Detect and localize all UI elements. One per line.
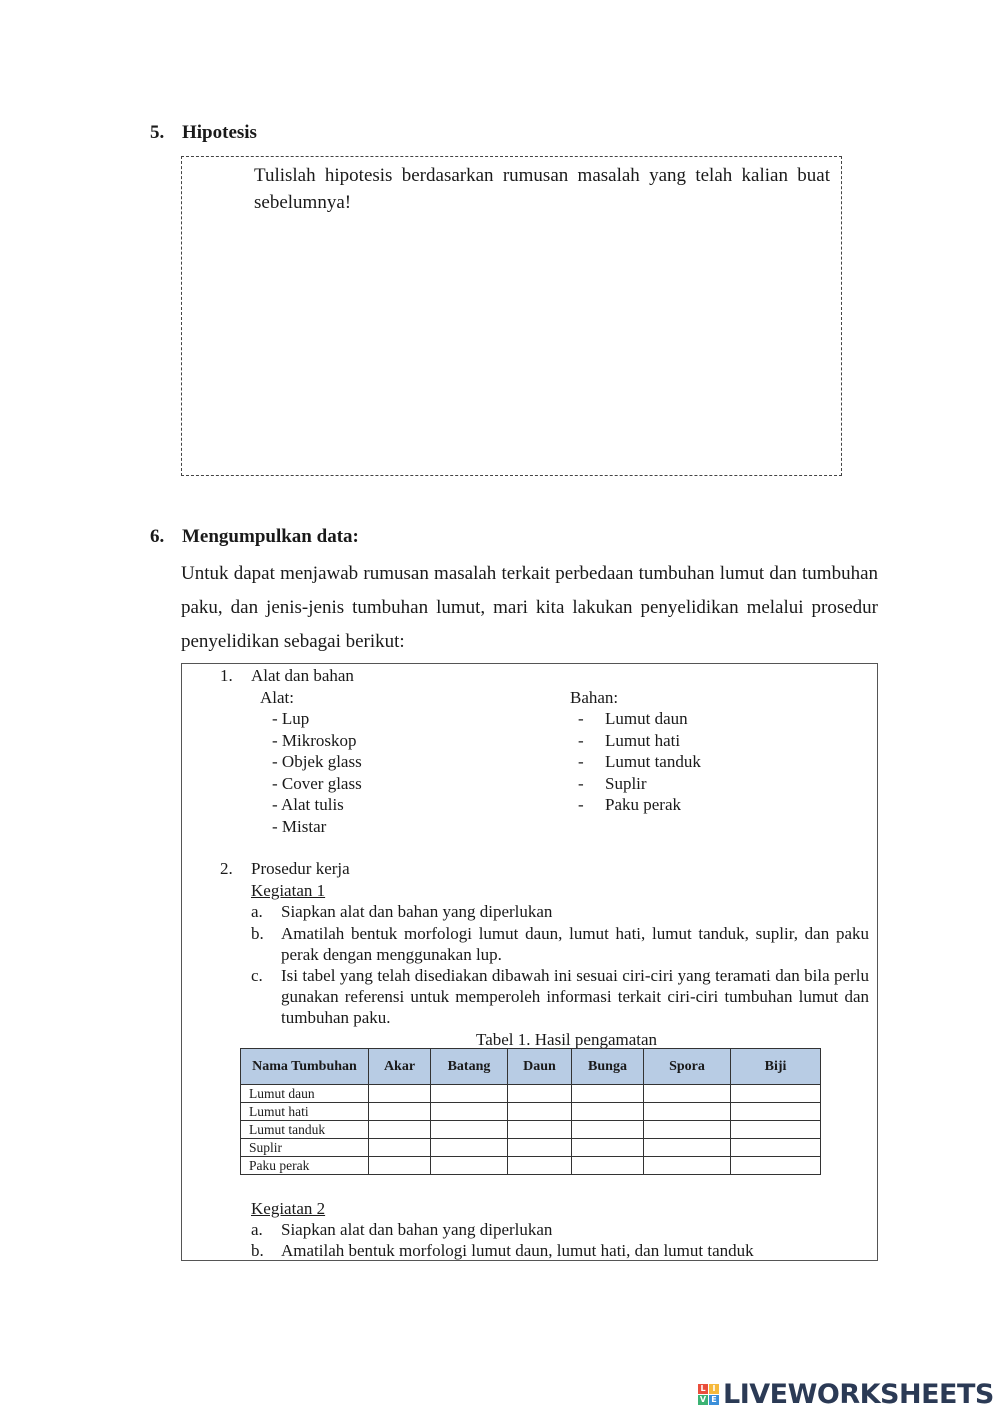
- answer-cell[interactable]: [731, 1139, 821, 1157]
- row-label: Paku perak: [241, 1157, 369, 1175]
- header-bunga: Bunga: [572, 1049, 644, 1085]
- bahan-item: Lumut hati: [605, 731, 681, 750]
- step-2-title: Prosedur kerja: [251, 859, 350, 878]
- answer-cell[interactable]: [369, 1139, 431, 1157]
- answer-cell[interactable]: [644, 1085, 731, 1103]
- alat-item: - Lup: [272, 709, 310, 728]
- bahan-dash: -: [578, 709, 584, 728]
- answer-cell[interactable]: [731, 1121, 821, 1139]
- answer-cell[interactable]: [431, 1121, 508, 1139]
- hypothesis-prompt: Tulislah hipotesis berdasarkan rumusan masalah yang telah kalian buat sebelumnya!: [254, 165, 830, 213]
- logo-badge-letter: I: [709, 1384, 719, 1394]
- header-akar: Akar: [369, 1049, 431, 1085]
- kegiatan-1-title: Kegiatan 1: [251, 881, 326, 900]
- alat-item: - Mistar: [272, 817, 327, 836]
- table-row: [241, 1085, 821, 1103]
- section-5-number: 5.: [150, 122, 165, 143]
- header-nama-tumbuhan: Nama Tumbuhan: [241, 1049, 369, 1085]
- kegiatan-1-letter: a.: [251, 902, 263, 921]
- table-caption: Tabel 1. Hasil pengamatan: [476, 1030, 658, 1049]
- logo-badge-icon: [698, 1384, 719, 1405]
- kegiatan-2-letter: a.: [251, 1220, 263, 1239]
- bahan-dash: -: [578, 774, 584, 793]
- answer-cell[interactable]: [508, 1085, 572, 1103]
- observation-table: [240, 1048, 821, 1175]
- section-6-title: Mengumpulkan data:: [182, 526, 359, 547]
- logo-text: LIVEWORKSHEETS: [723, 1378, 994, 1410]
- bahan-dash: -: [578, 795, 584, 814]
- alat-item: - Objek glass: [272, 752, 362, 771]
- row-label: Lumut tanduk: [241, 1121, 369, 1139]
- step-1-number: 1.: [220, 666, 233, 685]
- table-row: [241, 1157, 821, 1175]
- answer-cell[interactable]: [369, 1121, 431, 1139]
- step-2-number: 2.: [220, 859, 233, 878]
- kegiatan-2-title: Kegiatan 2: [251, 1199, 326, 1218]
- answer-cell[interactable]: [644, 1103, 731, 1121]
- kegiatan-1-item: Isi tabel yang telah disediakan dibawah ini sesuai ciri-ciri yang teramati dan bila perlu gunakan referensi untuk memperoleh informasi terkait ciri-ciri tumbuhan lumut dan tumbuhan paku.: [281, 966, 869, 1027]
- answer-cell[interactable]: [572, 1157, 644, 1175]
- step-1-title: Alat dan bahan: [251, 666, 354, 685]
- table-row: [241, 1139, 821, 1157]
- logo-badge-letter: L: [698, 1384, 708, 1394]
- header-biji: Biji: [731, 1049, 821, 1085]
- kegiatan-2-item: Amatilah bentuk morfologi lumut daun, lumut hati, dan lumut tanduk: [281, 1241, 754, 1260]
- section-6-intro: Untuk dapat menjawab rumusan masalah terkait perbedaan tumbuhan lumut dan tumbuhan paku, dan jenis-jenis tumbuhan lumut, mari kita lakukan penyelidikan melalui prosedur penyelidikan sebagai berikut:: [181, 563, 878, 652]
- answer-cell[interactable]: [572, 1139, 644, 1157]
- kegiatan-1-item: Siapkan alat dan bahan yang diperlukan: [281, 902, 553, 921]
- answer-cell[interactable]: [431, 1139, 508, 1157]
- section-6-number: 6.: [150, 526, 165, 547]
- row-label: Lumut hati: [241, 1103, 369, 1121]
- row-label: Suplir: [241, 1139, 369, 1157]
- bahan-dash: -: [578, 752, 584, 771]
- kegiatan-1-letter: b.: [251, 924, 264, 943]
- table-header-row: [241, 1049, 821, 1085]
- bahan-item: Suplir: [605, 774, 647, 793]
- header-batang: Batang: [431, 1049, 508, 1085]
- answer-cell[interactable]: [431, 1085, 508, 1103]
- answer-cell[interactable]: [431, 1103, 508, 1121]
- answer-cell[interactable]: [731, 1085, 821, 1103]
- logo-badge-letter: E: [709, 1395, 719, 1405]
- bahan-dash: -: [578, 731, 584, 750]
- bahan-item: Lumut daun: [605, 709, 688, 728]
- answer-cell[interactable]: [572, 1085, 644, 1103]
- answer-cell[interactable]: [369, 1157, 431, 1175]
- answer-cell[interactable]: [572, 1103, 644, 1121]
- kegiatan-1-item: Amatilah bentuk morfologi lumut daun, lumut hati, lumut tanduk, suplir, dan paku perak dengan menggunakan lup.: [281, 924, 869, 964]
- alat-item: - Cover glass: [272, 774, 362, 793]
- table-row: [241, 1103, 821, 1121]
- answer-cell[interactable]: [508, 1157, 572, 1175]
- bahan-item: Paku perak: [605, 795, 682, 814]
- header-daun: Daun: [508, 1049, 572, 1085]
- answer-cell[interactable]: [508, 1121, 572, 1139]
- answer-cell[interactable]: [431, 1157, 508, 1175]
- answer-cell[interactable]: [508, 1139, 572, 1157]
- answer-cell[interactable]: [731, 1103, 821, 1121]
- alat-item: - Mikroskop: [272, 731, 357, 750]
- answer-cell[interactable]: [369, 1085, 431, 1103]
- kegiatan-1-letter: c.: [251, 966, 263, 985]
- section-5-title: Hipotesis: [182, 122, 257, 143]
- answer-cell[interactable]: [572, 1121, 644, 1139]
- answer-cell[interactable]: [644, 1157, 731, 1175]
- table-row: [241, 1121, 821, 1139]
- answer-cell[interactable]: [369, 1103, 431, 1121]
- alat-item: - Alat tulis: [272, 795, 344, 814]
- answer-cell[interactable]: [644, 1139, 731, 1157]
- header-spora: Spora: [644, 1049, 731, 1085]
- liveworksheets-logo: [698, 1377, 994, 1411]
- kegiatan-2-item: Siapkan alat dan bahan yang diperlukan: [281, 1220, 553, 1239]
- bahan-item: Lumut tanduk: [605, 752, 701, 771]
- answer-cell[interactable]: [731, 1157, 821, 1175]
- row-label: Lumut daun: [241, 1085, 369, 1103]
- logo-badge-letter: V: [699, 1394, 707, 1404]
- bahan-label: Bahan:: [570, 688, 619, 707]
- answer-cell[interactable]: [644, 1121, 731, 1139]
- alat-label: Alat:: [260, 688, 294, 707]
- answer-cell[interactable]: [508, 1103, 572, 1121]
- kegiatan-2-letter: b.: [251, 1241, 264, 1260]
